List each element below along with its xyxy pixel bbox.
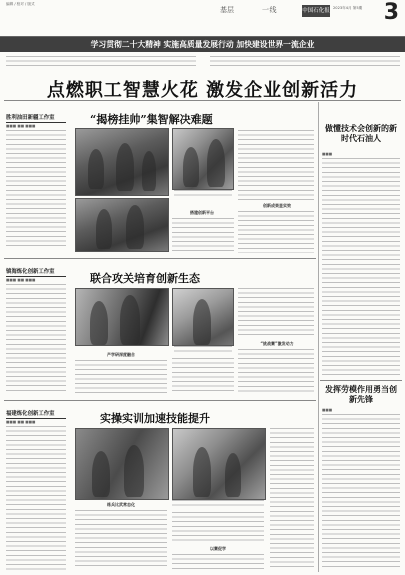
divider bbox=[320, 380, 402, 381]
section1-photo-caption bbox=[174, 190, 234, 199]
sidebar-title-1: 做懂技术会创新的新时代石油人 bbox=[325, 123, 397, 143]
section3-text-col3 bbox=[172, 512, 264, 542]
section2-photo-right bbox=[172, 288, 234, 346]
section3-label: 福建炼化创新工作室 bbox=[6, 409, 66, 419]
lede-right bbox=[210, 56, 400, 70]
newspaper-logo: 中国石化报 bbox=[302, 5, 330, 17]
section1-subhead-b: 创新成果显实效 bbox=[263, 203, 291, 208]
section3-photo-left bbox=[75, 428, 169, 500]
divider bbox=[4, 400, 316, 401]
section2-title: 联合攻关培育创新生态 bbox=[90, 272, 200, 285]
section2-subhead-b: “挑战赛”激发动力 bbox=[260, 341, 294, 346]
section2-text-col4 bbox=[238, 288, 314, 338]
sidebar-text-1 bbox=[322, 158, 400, 378]
section1-photo-lower bbox=[75, 198, 169, 252]
section3-subhead-b: 以赛促学 bbox=[210, 546, 226, 551]
column-brand-mid: 一线 bbox=[262, 6, 277, 14]
section1-text-col5 bbox=[238, 211, 314, 253]
section2-text-col3 bbox=[172, 358, 234, 394]
main-headline: 点燃职工智慧火花 激发企业创新活力 bbox=[46, 80, 359, 101]
section1-subhead-a: 搭建创新平台 bbox=[190, 210, 214, 215]
section3-byline: ■■■ ■■ ■■■ bbox=[6, 420, 36, 424]
issue-date: 2023年4月 第5期 bbox=[333, 6, 363, 10]
column-brand-left: 基层 bbox=[220, 6, 234, 14]
section3-title: 实操实训加速技能提升 bbox=[100, 412, 210, 425]
section2-label: 镇海炼化创新工作室 bbox=[6, 267, 66, 277]
section2-text-col1 bbox=[6, 284, 66, 394]
sidebar-byline-1: ■■■ bbox=[322, 152, 333, 156]
sidebar-text-2 bbox=[322, 414, 400, 570]
section1-label: 胜利油田新疆工作室 bbox=[6, 113, 66, 123]
masthead-editor-info: 编辑 / 校对 / 版式 bbox=[6, 2, 35, 6]
section2-text-col2 bbox=[75, 360, 167, 394]
sidebar-byline-2: ■■■ bbox=[322, 408, 333, 412]
section3-text-col2 bbox=[75, 510, 167, 570]
section2-photo-caption bbox=[174, 346, 234, 355]
section2-byline: ■■■ ■■ ■■■ bbox=[6, 278, 36, 282]
section3-photo-caption bbox=[172, 500, 264, 509]
page-number: 3 bbox=[383, 0, 399, 25]
section3-photo-right bbox=[172, 428, 266, 500]
sidebar-title-2: 发挥劳模作用勇当创新先锋 bbox=[325, 384, 397, 404]
divider bbox=[4, 100, 401, 101]
section1-text-col3 bbox=[172, 218, 234, 253]
section1-byline: ■■■ ■■ ■■■ bbox=[6, 124, 36, 128]
section3-text-col1 bbox=[6, 426, 66, 570]
section2-text-col5 bbox=[238, 349, 314, 394]
section1-photo-left bbox=[75, 128, 169, 196]
section2-subhead-a: 产学研深度融合 bbox=[107, 352, 135, 357]
theme-banner: 学习贯彻二十大精神 实施高质量发展行动 加快建设世界一流企业 bbox=[0, 37, 405, 52]
section1-title: “揭榜挂帅”集智解决难题 bbox=[90, 113, 213, 126]
masthead bbox=[0, 0, 405, 37]
section1-text-col1 bbox=[6, 130, 66, 248]
section1-text-col4 bbox=[238, 130, 314, 200]
section3-text-col4 bbox=[172, 554, 264, 570]
section3-text-col5 bbox=[270, 428, 314, 570]
lede-left bbox=[6, 56, 196, 70]
divider bbox=[4, 258, 316, 259]
section2-photo-left bbox=[75, 288, 169, 346]
section1-photo-right bbox=[172, 128, 234, 190]
section3-subhead-a: 练兵比武常态化 bbox=[107, 502, 135, 507]
column-divider bbox=[318, 102, 319, 572]
